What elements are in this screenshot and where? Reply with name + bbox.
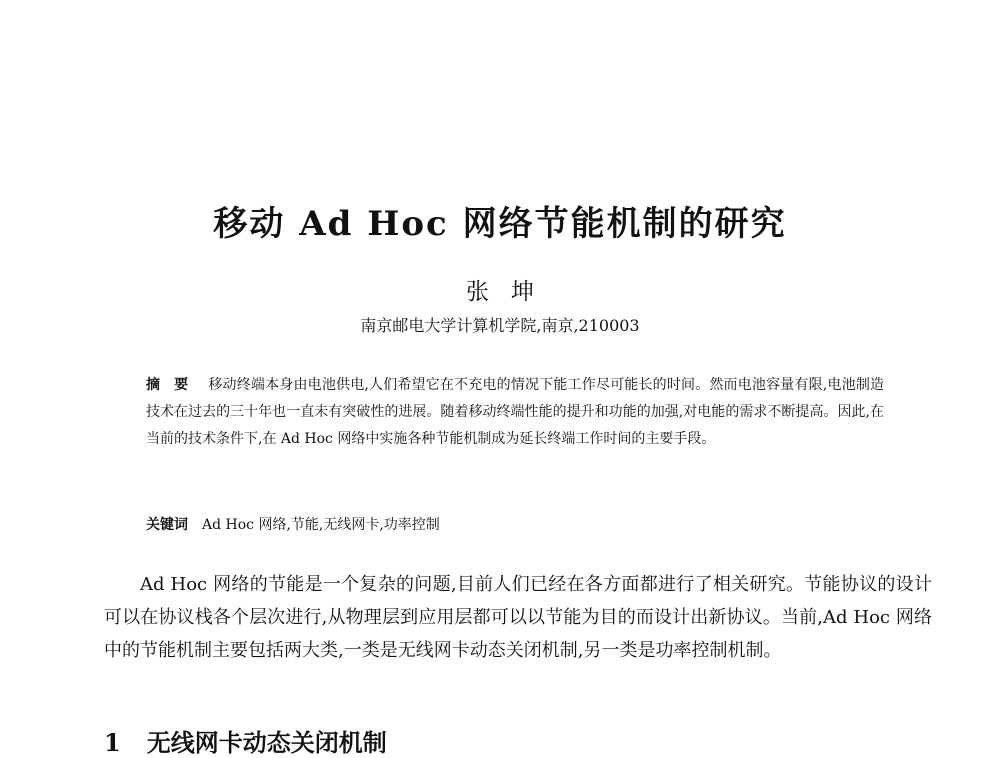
author-affiliation: 南京邮电大学计算机学院,南京,210003 bbox=[360, 316, 640, 335]
paper-title: 移动 Ad Hoc 网络节能机制的研究 bbox=[213, 204, 787, 244]
body-paragraph: Ad Hoc 网络的节能是一个复杂的问题,目前人们已经在各方面都进行了相关研究。节能协议的设计可以在协议栈各个层次进行,从物理层到应用层都可以以节能为目的而设计出新协议。当前,Ad Hoc 网络中的节能机制主要包括两大类,一类是无线网卡动态关闭机制,另一类是功率控制机制。 bbox=[104, 574, 932, 661]
author-name: 张坤 bbox=[466, 279, 556, 305]
abstract-block bbox=[146, 372, 884, 453]
keywords-label: 关键词 bbox=[146, 517, 188, 533]
section-title: 无线网卡动态关闭机制 bbox=[146, 728, 387, 757]
keywords-block bbox=[146, 514, 884, 534]
section-number: 1 bbox=[104, 728, 121, 757]
section-heading bbox=[104, 723, 387, 758]
keywords-text: Ad Hoc 网络,节能,无线网卡,功率控制 bbox=[202, 517, 440, 533]
abstract-text: 移动终端本身由电池供电,人们希望它在不充电的情况下能工作尽可能长的时间。然而电池容量有限,电池制造技术在过去的三十年也一直未有突破性的进展。随着移动终端性能的提升和功能的加强,对电能的需求不断提高。因此,在当前的技术条件下,在 Ad Hoc 网络中实施各种节能机制成为延长终端工作时间的主要手段。 bbox=[146, 377, 885, 447]
abstract-label: 摘要 bbox=[146, 377, 203, 393]
